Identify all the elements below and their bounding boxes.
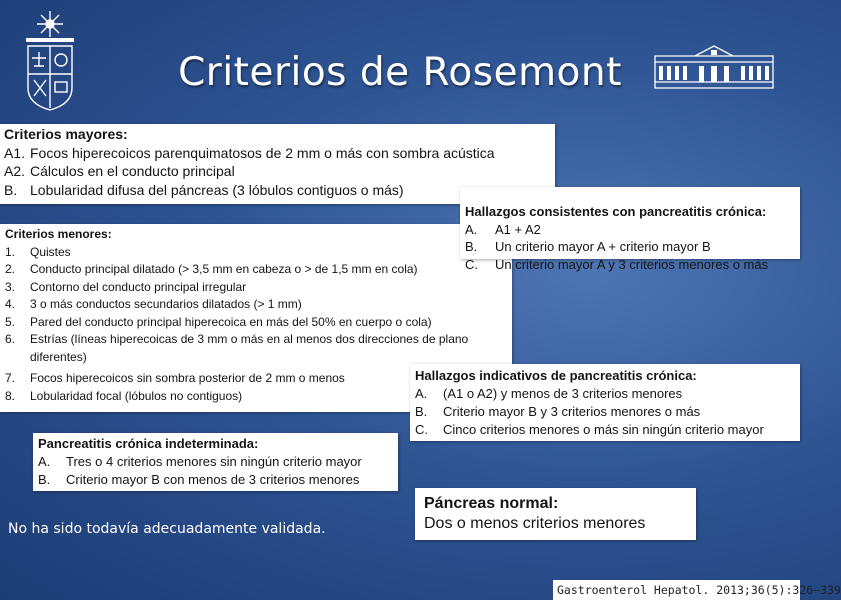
item-key: 1. — [5, 244, 16, 259]
item-key: B. — [38, 472, 51, 487]
validation-note: No ha sido todavía adecuadamente validada. — [8, 521, 326, 537]
item-key: A. — [465, 221, 478, 237]
panel-text: Dos o menos criterios menores — [424, 515, 646, 532]
item-key: C. — [415, 422, 428, 437]
item-key: 2. — [5, 262, 16, 276]
item-text: Pared del conducto principal hiperecoica en más del 50% en cuerpo o cola) — [30, 314, 432, 329]
panel-heading: Criterios menores: — [5, 227, 112, 241]
list-item — [465, 256, 800, 274]
panel-heading: Hallazgos consistentes con pancreatitis crónica: — [465, 204, 767, 219]
item-key: B. — [4, 181, 18, 198]
pancreas-normal-panel — [415, 488, 696, 540]
item-text: Cinco criterios menores o más sin ningún criterio mayor — [443, 422, 764, 437]
item-text: Lobularidad difusa del páncreas (3 lóbulos contiguos o más) — [30, 181, 404, 198]
list-item — [415, 421, 800, 439]
slide-title: Criterios de Rosemont — [178, 50, 622, 95]
item-text: Contorno del conducto principal irregular — [30, 279, 247, 294]
panel-heading: Páncreas normal: — [424, 495, 559, 512]
item-key: A. — [415, 386, 428, 401]
panel-heading: Hallazgos indicativos de pancreatitis crónica: — [415, 368, 697, 383]
item-key: 5. — [5, 314, 16, 329]
item-key: A. — [38, 454, 51, 469]
item-key: B. — [415, 404, 428, 419]
university-crest-icon — [22, 8, 78, 112]
list-item — [5, 314, 512, 332]
item-text: Criterio mayor B con menos de 3 criterios menores — [66, 472, 360, 487]
hallazgos-consistentes-panel — [460, 187, 800, 272]
item-key: A1. — [4, 144, 26, 161]
list-item — [465, 221, 800, 239]
list-item — [5, 296, 512, 314]
item-text: Tres o 4 criterios menores sin ningún criterio mayor — [66, 454, 362, 469]
list-item — [415, 385, 800, 403]
list-item — [38, 471, 398, 489]
item-text: Quistes — [30, 244, 71, 259]
item-text: Un criterio mayor A + criterio mayor B — [495, 239, 711, 254]
item-text: Lobularidad focal (lóbulos no contiguos) — [30, 388, 243, 403]
item-key: 6. — [5, 332, 16, 346]
item-key: C. — [465, 256, 478, 272]
item-key: B. — [465, 239, 478, 254]
list-item — [4, 162, 555, 181]
list-item — [415, 403, 800, 421]
item-text: Cálculos en el conducto principal — [30, 163, 235, 179]
item-key: 4. — [5, 297, 16, 311]
item-text: A1 + A2 — [495, 221, 541, 237]
item-key: 3. — [5, 279, 16, 294]
item-text: Estrías (líneas hiperecoicas de 3 mm o más en al menos dos direcciones de plano diferentes) — [30, 332, 469, 364]
item-text: (A1 o A2) y menos de 3 criterios menores — [443, 386, 683, 401]
list-item — [5, 244, 512, 262]
item-key: 7. — [5, 371, 16, 385]
item-text: 3 o más conductos secundarios dilatados (> 1 mm) — [30, 297, 302, 311]
item-text: Focos hiperecoicos sin sombra posterior de 2 mm o menos — [30, 371, 345, 385]
hallazgos-indicativos-panel — [410, 364, 800, 441]
indeterminada-panel — [33, 433, 398, 491]
panel-heading: Pancreatitis crónica indeterminada: — [38, 436, 259, 451]
panel-heading: Criterios mayores: — [4, 126, 128, 142]
list-item — [465, 238, 800, 256]
list-item — [5, 279, 512, 297]
item-text: Criterio mayor B y 3 criterios menores o más — [443, 404, 701, 419]
item-text: Conducto principal dilatado (> 3,5 mm en cabeza o > de 1,5 mm en cola) — [30, 262, 418, 276]
item-key: 8. — [5, 388, 16, 403]
item-key: A2. — [4, 163, 26, 179]
item-text: Un criterio mayor A y 3 criterios menores o más — [495, 256, 769, 272]
citation: Gastroenterol Hepatol. 2013;36(5):326–339 — [553, 580, 800, 600]
list-item — [4, 144, 555, 163]
list-item — [38, 453, 398, 471]
item-text: Focos hiperecoicos parenquimatosos de 2 mm o más con sombra acústica — [30, 144, 495, 161]
university-building-icon — [653, 42, 775, 90]
list-item — [5, 261, 512, 279]
list-item — [5, 331, 512, 366]
